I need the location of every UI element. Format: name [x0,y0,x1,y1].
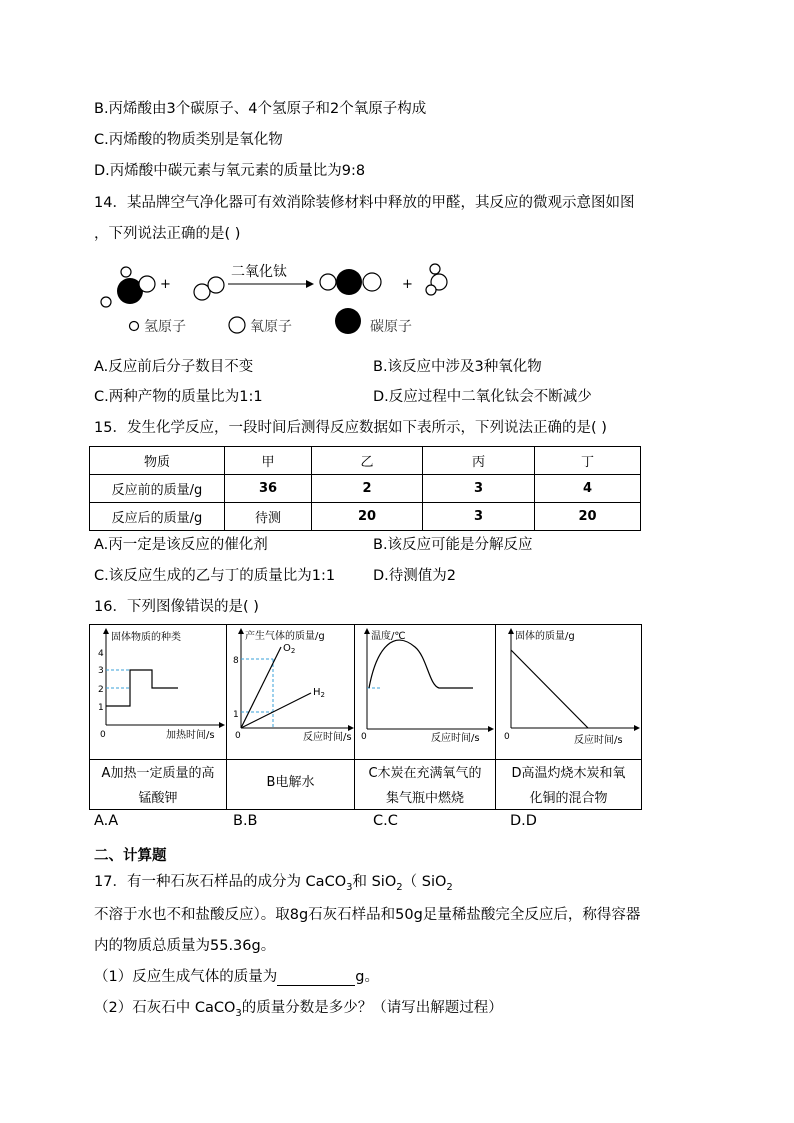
graph-a-tick: 2 [98,685,104,695]
graph-b [227,625,354,759]
graph-a [90,625,226,759]
q17-part1: （1）反应生成气体的质量为 g。 [94,969,379,985]
q16-option-c: C.C [373,813,398,829]
table-cell: 4 [535,475,641,503]
graph-c-caption [355,759,495,810]
q15-option-a: A.丙一定是该反应的催化剂 [94,537,268,553]
legend-carbon: 碳原子 [370,319,412,335]
graph-b-tick: 1 [233,710,239,720]
graph-d-line [511,650,588,728]
graph-c-curve [369,640,473,688]
graph-b-caption: B电解水 [227,759,354,810]
q16-option-a: A.A [94,813,119,829]
q13-option-b: B.丙烯酸由3个碳原子、4个氢原子和2个氧原子构成 [94,101,427,117]
caption-line: D高温灼烧木炭和氧 [511,766,626,781]
carbon-atom-legend-icon [335,308,361,334]
graph-cell-c [355,625,496,809]
oxygen-molecule [194,277,224,300]
table-row [90,475,641,503]
graph-a-origin: 0 [100,730,106,740]
graph-b-ylabel: 产生气体的质量/g [245,631,325,642]
q16-option-d: D.D [510,813,537,829]
arrow-head [306,280,314,288]
carbon-dioxide-molecule [320,269,381,295]
graph-c [355,625,495,759]
graph-b-origin: 0 [235,731,241,741]
q14-option-c: C.两种产物的质量比为1:1 [94,389,263,405]
graph-grid [89,624,642,810]
graph-d-ylabel: 固体的质量/g [515,631,575,642]
plus-sign-1: + [160,277,171,292]
graph-cell-b [227,625,355,809]
table-cell: 20 [312,503,423,531]
graph-a-xlabel: 加热时间/s [166,730,215,741]
q17-line2: 不溶于水也不和盐酸反应）。取8g石灰石样品和50g足量稀盐酸完全反应后，称得容器 [94,907,641,923]
section-heading: 二、计算题 [94,848,167,864]
table-cell: 甲 [225,447,312,475]
q16-option-b: B.B [233,813,258,829]
hydrogen-atom-legend-icon [130,322,139,331]
table-cell: 20 [535,503,641,531]
legend-hydrogen: 氢原子 [144,319,186,335]
q17-part2: （2）石灰石中 CaCO$_3$的质量分数是多少？（请写出解题过程） [94,1000,503,1019]
q15-option-d: D.待测值为2 [373,568,456,584]
table-header-row [90,447,641,475]
caption-line: 集气瓶中燃烧 [385,791,464,806]
graph-d-caption [496,759,641,810]
q14-option-b: B.该反应中涉及3种氧化物 [373,359,542,375]
graph-d [496,625,641,759]
table-cell: 3 [423,475,535,503]
graph-c-origin: 0 [361,732,367,742]
q14-option-d: D.反应过程中二氧化钛会不断减少 [373,389,592,405]
reaction-diagram [94,258,474,340]
graph-a-tick: 4 [98,649,104,659]
table-cell: 乙 [312,447,423,475]
q15-option-b: B.该反应可能是分解反应 [373,537,533,553]
table-cell: 2 [312,475,423,503]
graph-a-ylabel: 固体物质的种类 [111,632,181,643]
graph-a-caption [90,759,226,810]
graph-b-tick: 8 [233,656,239,666]
q14-stem-line2: ，下列说法正确的是( ) [94,226,241,242]
graph-cell-d [496,625,642,809]
q15-option-c: C.该反应生成的乙与丁的质量比为1:1 [94,568,336,584]
graph-a-tick: 3 [98,666,104,676]
table-cell: 丁 [535,447,641,475]
q16-stem: 16．下列图像错误的是( ) [94,599,259,615]
graph-b-h2-label: $H_2$ [313,687,325,699]
graph-c-ylabel: 温度/℃ [371,631,406,642]
table-row [90,503,641,531]
table-cell: 36 [225,475,312,503]
q13-option-d: D.丙烯酸中碳元素与氧元素的质量比为9:8 [94,163,366,179]
catalyst-label: 二氧化钛 [231,264,287,280]
q14-option-a: A.反应前后分子数目不变 [94,359,254,375]
q14-stem-line1: 14．某品牌空气净化器可有效消除装修材料中释放的甲醛，其反应的微观示意图如图 [94,195,635,211]
caption-line: A加热一定质量的高 [101,766,215,781]
q17-line3: 内的物质总质量为55.36g。 [94,938,276,954]
graph-d-origin: 0 [504,732,510,742]
graph-c-xlabel: 反应时间/s [431,733,480,744]
answer-blank[interactable] [277,969,355,986]
table-cell: 待测 [225,503,312,531]
table-cell: 反应后的质量/g [90,503,225,531]
oxygen-atom-legend-icon [229,317,245,333]
legend-oxygen: 氧原子 [250,319,292,335]
graph-cell-a [90,625,227,809]
table-cell: 反应前的质量/g [90,475,225,503]
q13-option-c: C.丙烯酸的物质类别是氧化物 [94,132,283,148]
table-cell: 物质 [90,447,225,475]
plus-sign-2: + [402,277,413,292]
graph-a-tick: 1 [98,703,104,713]
caption-line: 锰酸钾 [138,791,178,806]
graph-b-o2-label: $O_2$ [283,643,296,655]
formaldehyde-molecule [101,267,155,307]
caption-line: 化铜的混合物 [529,791,608,806]
q17-line1: 17．有一种石灰石样品的成分为 CaCO$_3$和 SiO$_2$（ SiO$_2$ [94,874,453,893]
table-cell: 丙 [423,447,535,475]
graph-d-xlabel: 反应时间/s [574,735,623,746]
caption-line: C木炭在充满氧气的 [368,766,482,781]
graph-b-h2-line [241,693,311,728]
reaction-data-table [89,446,641,531]
q15-stem: 15．发生化学反应，一段时间后测得反应数据如下表所示，下列说法正确的是( ) [94,420,607,436]
water-molecule [426,264,447,295]
table-cell: 3 [423,503,535,531]
graph-b-xlabel: 反应时间/s [303,732,352,743]
